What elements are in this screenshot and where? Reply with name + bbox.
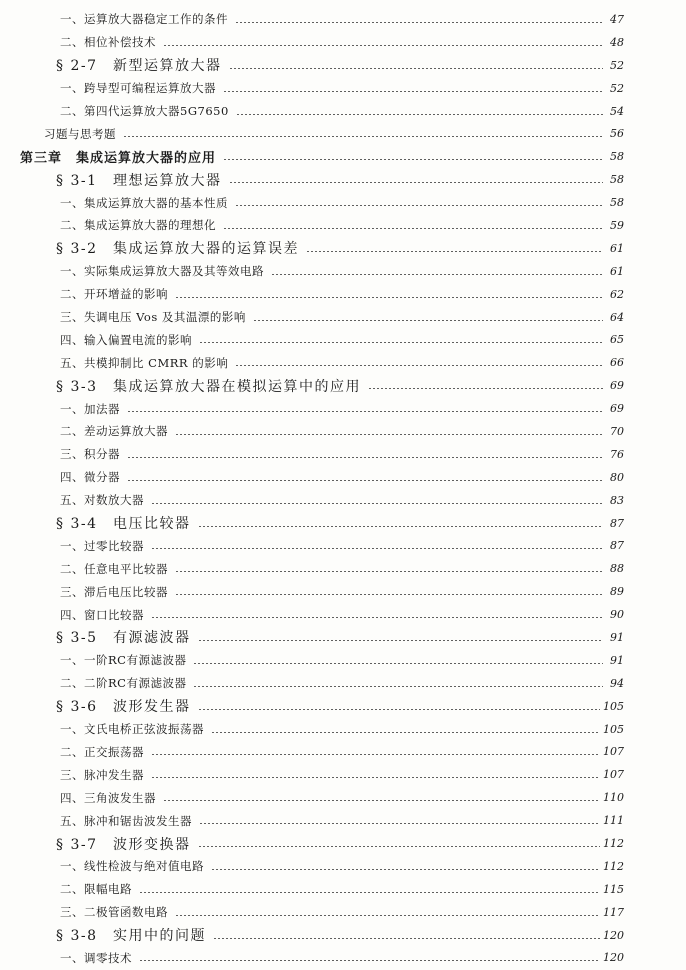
dot-leader [151, 617, 603, 618]
toc-entry-item [0, 8, 686, 31]
toc-entry-title: 二、正交振荡器 [60, 744, 144, 759]
toc-entry-title: 五、共模抑制比 CMRR 的影响 [60, 355, 229, 370]
toc-entry-section [0, 512, 686, 535]
toc-entry-page: 111 [603, 814, 624, 828]
dot-leader [368, 388, 603, 389]
toc-entry-title: 二、第四代运算放大器5G7650 [60, 104, 229, 118]
toc-entry-title: 四、微分器 [60, 470, 120, 485]
toc-entry-page: 69 [610, 402, 624, 416]
dot-leader [223, 91, 603, 92]
toc-entry-item [0, 649, 686, 672]
dot-leader [163, 800, 600, 801]
toc-entry-title: 二、限幅电路 [60, 882, 132, 897]
toc-entry-title: § 3-5 有源滤波器 [56, 630, 191, 647]
toc-entry-item [0, 420, 686, 443]
table-of-contents [0, 8, 686, 969]
toc-entry-title: 一、调零技术 [60, 950, 132, 965]
toc-entry-title: 二、相位补偿技术 [60, 35, 156, 50]
toc-entry-page: 87 [610, 539, 624, 553]
toc-entry-page: 54 [610, 104, 624, 118]
toc-entry-page: 91 [610, 630, 624, 644]
dot-leader [175, 915, 600, 916]
toc-entry-title: 三、二极管函数电路 [60, 905, 168, 920]
toc-entry-page: 48 [610, 35, 624, 49]
toc-entry-item [0, 328, 686, 351]
dot-leader [175, 571, 603, 572]
dot-leader [235, 205, 603, 206]
toc-entry-item [0, 191, 686, 214]
toc-entry-title: 二、任意电平比较器 [60, 561, 168, 576]
toc-entry-title: 一、运算放大器稳定工作的条件 [60, 12, 228, 27]
toc-entry-page: 107 [603, 745, 624, 759]
toc-entry-item [0, 397, 686, 420]
toc-entry-title: 一、过零比较器 [60, 538, 144, 553]
dot-leader [199, 823, 600, 824]
toc-entry-title: 一、一阶RC有源滤波器 [60, 653, 187, 668]
toc-entry-page: 90 [610, 608, 624, 622]
toc-entry-title: § 3-1 理想运算放大器 [56, 172, 222, 189]
toc-entry-title: 一、实际集成运算放大器及其等效电路 [60, 264, 264, 279]
toc-entry-page: 58 [610, 196, 624, 210]
toc-entry-page: 59 [610, 218, 624, 232]
toc-entry-item [0, 489, 686, 512]
dot-leader [139, 892, 600, 893]
toc-entry-title: 一、加法器 [60, 401, 120, 416]
toc-entry-item [0, 31, 686, 54]
toc-entry-item [0, 466, 686, 489]
toc-entry-page: 91 [610, 653, 624, 667]
toc-entry-item [0, 283, 686, 306]
dot-leader [151, 548, 603, 549]
toc-entry-title: § 3-8 实用中的问题 [56, 928, 206, 945]
toc-entry-page: 94 [610, 676, 624, 690]
toc-entry-item [0, 306, 686, 329]
toc-entry-item [0, 947, 686, 970]
dot-leader [223, 159, 603, 160]
toc-entry-section [0, 695, 686, 718]
toc-entry-title: 二、二阶RC有源滤波器 [60, 676, 187, 691]
dot-leader [306, 251, 603, 252]
toc-entry-page: 69 [610, 379, 624, 393]
toc-entry-page: 89 [610, 585, 624, 599]
toc-entry-section [0, 374, 686, 397]
toc-entry-title: 二、开环增益的影响 [60, 287, 168, 302]
toc-entry-title: 三、脉冲发生器 [60, 767, 144, 782]
toc-entry-section [0, 237, 686, 260]
dot-leader [199, 342, 603, 343]
dot-leader [211, 732, 600, 733]
toc-entry-title: § 3-6 波形发生器 [56, 699, 191, 716]
dot-leader [271, 274, 603, 275]
toc-entry-page: 120 [603, 928, 624, 942]
toc-entry-page: 58 [610, 173, 624, 187]
toc-entry-page: 58 [610, 150, 624, 164]
toc-entry-section [0, 626, 686, 649]
dot-leader [151, 754, 600, 755]
toc-entry-page: 52 [610, 81, 624, 95]
toc-entry-item [0, 855, 686, 878]
dot-leader [139, 960, 600, 961]
toc-entry-page: 112 [603, 837, 624, 850]
toc-entry-item [0, 741, 686, 764]
toc-entry-page: 62 [610, 287, 624, 301]
toc-entry-item [0, 100, 686, 123]
toc-entry-title: 五、对数放大器 [60, 493, 144, 508]
toc-entry-page: 70 [610, 424, 624, 438]
dot-leader [175, 297, 603, 298]
toc-entry-page: 66 [610, 356, 624, 370]
toc-entry-page: 88 [610, 562, 624, 576]
toc-entry-section [0, 54, 686, 77]
dot-leader [151, 503, 603, 504]
dot-leader [127, 411, 603, 412]
dot-leader [198, 846, 601, 847]
dot-leader [127, 457, 603, 458]
toc-entry-item [0, 557, 686, 580]
dot-leader [211, 869, 600, 870]
toc-entry-page: 105 [603, 699, 624, 713]
toc-entry-title: 一、集成运算放大器的基本性质 [60, 195, 228, 210]
toc-entry-item [0, 901, 686, 924]
toc-entry-page: 80 [610, 470, 624, 484]
toc-entry-item [0, 580, 686, 603]
dot-leader [235, 365, 603, 366]
toc-entry-title: 一、跨导型可编程运算放大器 [60, 81, 216, 96]
toc-entry-page: 110 [603, 791, 624, 805]
toc-entry-item [0, 809, 686, 832]
toc-entry-section [0, 924, 686, 947]
toc-entry-title: § 3-7 波形变换器 [56, 836, 191, 853]
toc-entry-title: 习题与思考题 [44, 126, 116, 141]
dot-leader [127, 480, 603, 481]
dot-leader [151, 777, 600, 778]
toc-entry-page: 64 [610, 310, 624, 324]
toc-entry-page: 65 [610, 333, 624, 347]
toc-entry-page: 61 [610, 241, 624, 255]
toc-entry-page: 87 [610, 516, 624, 530]
dot-leader [175, 594, 603, 595]
dot-leader [253, 320, 603, 321]
dot-leader [175, 434, 603, 435]
dot-leader [235, 22, 603, 23]
dot-leader [193, 686, 603, 687]
toc-entry-title: 一、文氏电桥正弦波振荡器 [60, 722, 204, 737]
toc-entry-item [0, 763, 686, 786]
toc-entry-page: 107 [603, 768, 624, 782]
dot-leader [198, 526, 604, 527]
toc-entry-misc [0, 122, 686, 145]
toc-entry-chapter [0, 145, 686, 168]
toc-entry-item [0, 351, 686, 374]
toc-entry-title: 二、差动运算放大器 [60, 424, 168, 439]
toc-entry-section [0, 832, 686, 855]
toc-entry-title: 四、窗口比较器 [60, 607, 144, 622]
dot-leader [193, 663, 603, 664]
toc-entry-title: 二、集成运算放大器的理想化 [60, 218, 216, 233]
toc-entry-title: 三、积分器 [60, 447, 120, 462]
dot-leader [229, 68, 604, 69]
toc-entry-title: 一、线性检波与绝对值电路 [60, 859, 204, 874]
toc-entry-item [0, 260, 686, 283]
toc-entry-page: 61 [610, 264, 624, 278]
toc-entry-item [0, 672, 686, 695]
toc-entry-page: 52 [610, 58, 624, 72]
toc-entry-title: § 3-3 集成运算放大器在模拟运算中的应用 [56, 378, 361, 395]
toc-entry-item [0, 718, 686, 741]
toc-entry-page: 112 [603, 859, 624, 873]
toc-entry-title: 三、失调电压 Vos 及其温漂的影响 [60, 310, 246, 325]
toc-entry-item [0, 878, 686, 901]
toc-entry-title: 四、三角波发生器 [60, 790, 156, 805]
toc-entry-item [0, 214, 686, 237]
toc-entry-item [0, 534, 686, 557]
toc-entry-page: 120 [603, 951, 624, 965]
toc-entry-section [0, 168, 686, 191]
dot-leader [198, 709, 601, 710]
toc-entry-title: 第三章 集成运算放大器的应用 [20, 151, 217, 167]
toc-entry-title: 五、脉冲和锯齿波发生器 [60, 813, 192, 828]
toc-entry-item [0, 603, 686, 626]
toc-entry-item [0, 786, 686, 809]
toc-entry-item [0, 77, 686, 100]
toc-entry-page: 105 [603, 722, 624, 736]
dot-leader [198, 640, 604, 641]
toc-entry-page: 47 [610, 12, 624, 26]
dot-leader [123, 136, 603, 137]
toc-entry-page: 56 [610, 127, 624, 141]
dot-leader [223, 228, 603, 229]
toc-entry-title: § 3-2 集成运算放大器的运算误差 [56, 241, 299, 258]
toc-entry-title: § 2-7 新型运算放大器 [56, 58, 222, 75]
toc-entry-title: § 3-4 电压比较器 [56, 516, 191, 533]
dot-leader [229, 182, 604, 183]
toc-entry-title: 四、输入偏置电流的影响 [60, 332, 192, 347]
dot-leader [163, 45, 603, 46]
toc-entry-title: 三、滞后电压比较器 [60, 584, 168, 599]
dot-leader [236, 114, 603, 115]
toc-entry-item [0, 443, 686, 466]
dot-leader [213, 938, 600, 939]
toc-entry-page: 115 [603, 882, 624, 896]
toc-entry-page: 83 [610, 493, 624, 507]
toc-entry-page: 76 [610, 447, 624, 461]
toc-entry-page: 117 [603, 905, 624, 919]
